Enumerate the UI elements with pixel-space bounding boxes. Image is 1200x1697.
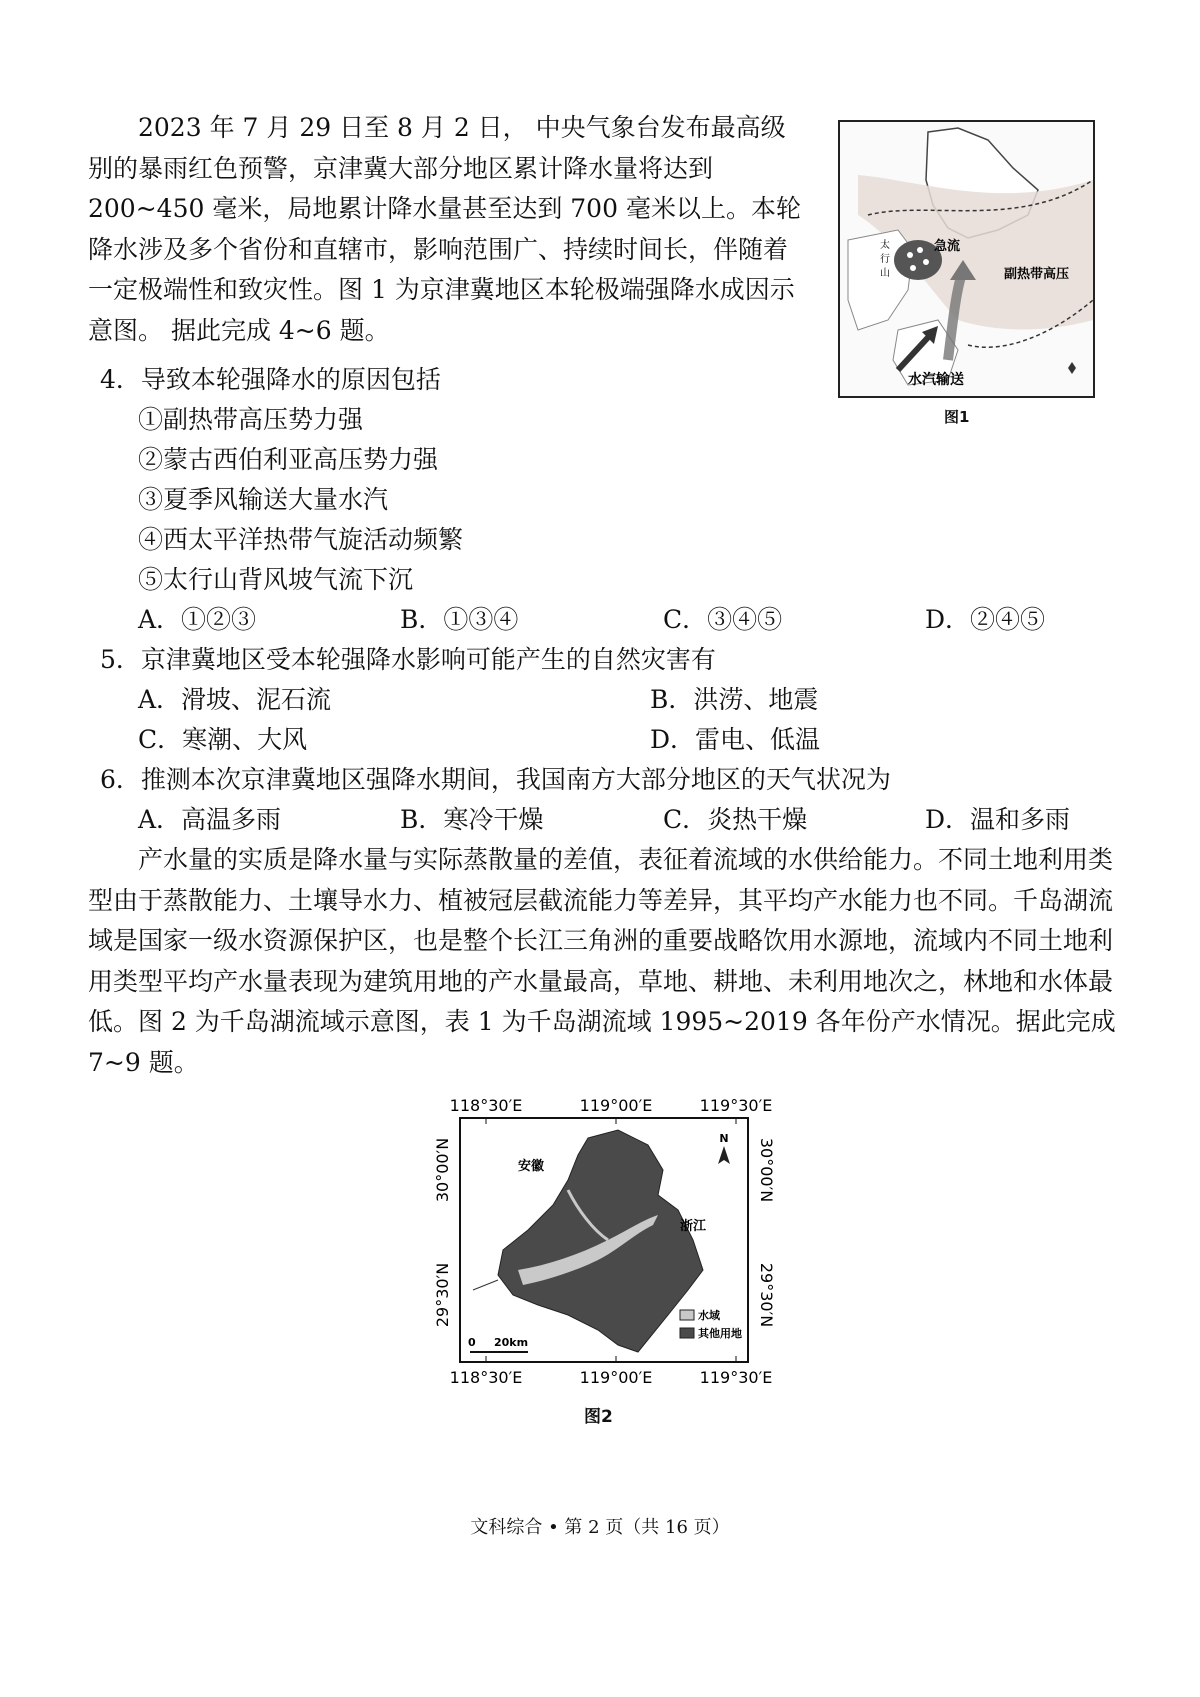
fig2-scale-0: 0	[468, 1336, 476, 1349]
fig2-bottom-lon-3: 119°30′E	[699, 1368, 773, 1387]
fig1-label-jiliu: 急流	[934, 239, 961, 254]
q4-item-1: ①副热带高压势力强	[138, 405, 364, 434]
q4-item-4: ④西太平洋热带气旋活动频繁	[138, 525, 464, 554]
fig2-scale-20km: 20km	[494, 1336, 529, 1349]
figure-1-map	[838, 120, 1095, 398]
q4-item-2: ②蒙古西伯利亚高压势力强	[138, 445, 439, 474]
q4-option-d[interactable]: D．②④⑤	[925, 605, 1046, 634]
fig2-top-lon-2: 119°00′E	[579, 1096, 653, 1115]
fig1-label-taihang-3: 山	[880, 268, 890, 279]
q6-option-c[interactable]: C．炎热干燥	[663, 805, 808, 834]
q6-stem: 6．推测本次京津冀地区强降水期间，我国南方大部分地区的天气状况为	[100, 765, 891, 794]
fig2-label-anhui: 安徽	[518, 1159, 545, 1174]
q4-item-5: ⑤太行山背风坡气流下沉	[138, 565, 414, 594]
figure-2	[418, 1090, 783, 1390]
fig2-legend-water: 水域	[698, 1309, 720, 1322]
fig1-label-shuiqi: 水汽输送	[908, 372, 964, 388]
q4-item-3: ③夏季风输送大量水汽	[138, 485, 389, 514]
fig2-left-lat-1: 30°00′N	[433, 1137, 452, 1203]
page-footer: 文科综合 • 第 2 页（共 16 页）	[470, 1517, 730, 1538]
q4-option-c[interactable]: C．③④⑤	[663, 605, 783, 634]
fig2-legend-other: 其他用地	[698, 1327, 742, 1340]
q6-option-d[interactable]: D．温和多雨	[925, 805, 1071, 834]
figure-2-caption: 图2	[584, 1407, 613, 1427]
q4-option-a[interactable]: A．①②③	[138, 605, 257, 634]
q6-option-b[interactable]: B．寒冷干燥	[400, 805, 544, 834]
fig2-top-lon-1: 118°30′E	[449, 1096, 523, 1115]
fig2-bottom-lon-1: 118°30′E	[449, 1368, 523, 1387]
fig2-bottom-lon-2: 119°00′E	[579, 1368, 653, 1387]
intro-paragraph-2: 产水量的实质是降水量与实际蒸散量的差值，表征着流域的水供给能力。不同土地利用类型由于蒸散能力、土壤导水力、植被冠层截流能力等差异，其平均产水能力也不同。千岛湖流域是国家一级水资源保护区，也是整个长江三角洲的重要战略饮用水源地，流域内不同土地利用类型平均产水量表现为建筑用地的产水量最高，草地、耕地、未利用地次之，林地和水体最低。图 2 为千岛湖流域示意图，表 1 为千岛湖流域 1995~2019 各年份产水情况。据此完成 7~9 题。	[88, 845, 1116, 1077]
q6-option-a[interactable]: A．高温多雨	[138, 805, 282, 834]
q5-stem: 5．京津冀地区受本轮强降水影响可能产生的自然灾害有	[100, 645, 716, 674]
q5-option-d[interactable]: D．雷电、低温	[650, 725, 821, 754]
figure-1	[838, 120, 1095, 398]
fig2-top-lon-3: 119°30′E	[699, 1096, 773, 1115]
fig2-label-zhejiang: 浙江	[680, 1219, 707, 1234]
fig1-label-taihang-1: 太	[880, 240, 890, 251]
figure-1-caption: 图1	[944, 408, 970, 426]
figure-2-map	[418, 1090, 783, 1390]
fig2-left-lat-2: 29°30′N	[433, 1262, 452, 1328]
fig2-right-lat-1: 30°00′N	[757, 1137, 776, 1203]
fig2-north-label: N	[719, 1132, 729, 1145]
q5-option-c[interactable]: C．寒潮、大风	[138, 725, 308, 754]
q4-stem: 4．导致本轮强降水的原因包括	[100, 365, 441, 394]
fig1-label-taihang-2: 行	[880, 254, 890, 265]
fig1-label-gaoya: 副热带高压	[1004, 267, 1070, 282]
fig2-right-lat-2: 29°30′N	[757, 1262, 776, 1328]
intro-paragraph-1: 2023 年 7 月 29 日至 8 月 2 日， 中央气象台发布最高级别的暴雨红色预警，京津冀大部分地区累计降水量将达到 200~450 毫米，局地累计降水量甚至达到 700 毫米以上。本轮降水涉及多个省份和直辖市，影响范围广、持续时间长，伴随着一定极端性和致灾性。图 1 为京津冀地区本轮极端强降水成因示意图。 据此完成 4~6 题。	[88, 113, 801, 345]
q5-option-a[interactable]: A．滑坡、泥石流	[138, 685, 332, 714]
q5-option-b[interactable]: B．洪涝、地震	[650, 685, 819, 714]
q4-option-b[interactable]: B．①③④	[400, 605, 519, 634]
